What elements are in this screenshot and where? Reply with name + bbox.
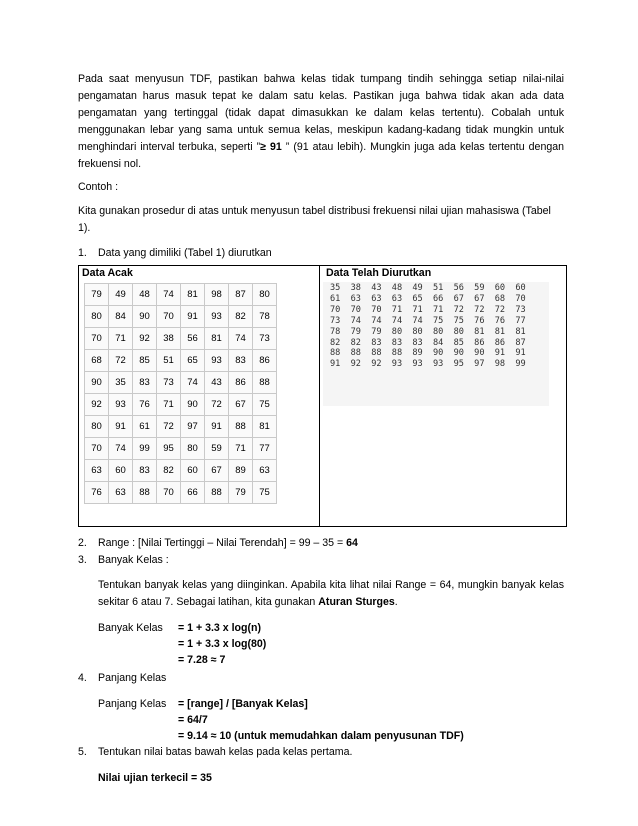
acak-cell: 83 [133, 372, 157, 394]
acak-cell: 72 [109, 350, 133, 372]
acak-cell: 48 [133, 284, 157, 306]
step-2-number: 2. [78, 537, 87, 549]
step-1-number: 1. [78, 247, 87, 259]
acak-cell: 70 [85, 328, 109, 350]
urut-cell: 81 [474, 326, 485, 337]
urut-cell: 90 [474, 348, 485, 359]
acak-cell: 75 [253, 394, 277, 416]
banyak-kelas-label: Banyak Kelas [98, 622, 163, 634]
urut-row [330, 283, 536, 294]
para1-text: Pada saat menyusun TDF, pastikan bahwa kelas tidak tumpang tindih sehingga setiap nilai-nilai pengamatan harus masuk tepat ke dalam satu kelas. Pastikan juga bahwa tidak akan ada data pengamatan yang tertinggal (tidak dapat dimasukkan ke dalam kelas tertentu). Cobalah untuk menggunakan lebar yang sama untuk semua kelas, meskipun kadang-kadang tidak mungkin untuk menghindari interval terbuka, seperti ” [78, 73, 564, 153]
acak-cell: 63 [253, 460, 277, 482]
urut-cell: 74 [350, 315, 361, 326]
urut-cell: 56 [453, 283, 464, 293]
acak-cell: 74 [157, 284, 181, 306]
acak-cell: 70 [85, 438, 109, 460]
acak-cell: 82 [157, 460, 181, 482]
urut-cell: 90 [453, 348, 464, 359]
urut-row [330, 348, 536, 359]
urut-cell: 86 [474, 337, 485, 348]
acak-cell: 83 [133, 460, 157, 482]
acak-cell: 74 [109, 438, 133, 460]
acak-cell: 93 [109, 394, 133, 416]
urut-cell: 48 [391, 283, 403, 293]
step-2-text [98, 535, 358, 552]
acak-cell: 76 [85, 482, 109, 504]
urut-cell: 68 [494, 293, 506, 304]
acak-row [85, 394, 277, 416]
urut-cell: 89 [412, 348, 423, 359]
urut-cell: 72 [494, 304, 506, 315]
data-acak-title: Data Acak [82, 267, 133, 279]
urut-cell: 74 [412, 315, 423, 326]
para1-bold: ≥ 91 [260, 141, 282, 153]
acak-cell: 74 [181, 372, 205, 394]
contoh-label: Contoh : [78, 181, 119, 193]
urut-cell: 88 [371, 348, 382, 359]
bk-line-1: = 1 + 3.3 x log(n) [178, 622, 262, 634]
urut-cell: 49 [412, 283, 423, 293]
min-value [98, 770, 564, 787]
acak-cell: 99 [133, 438, 157, 460]
acak-cell: 91 [205, 416, 229, 438]
acak-cell: 72 [157, 416, 181, 438]
acak-cell: 72 [205, 394, 229, 416]
urut-cell: 83 [412, 337, 423, 348]
banyak-kelas-formula [98, 620, 564, 668]
acak-cell: 90 [133, 306, 157, 328]
acak-cell: 80 [85, 416, 109, 438]
urut-cell: 66 [432, 293, 444, 304]
table-divider [319, 266, 320, 526]
acak-cell: 90 [85, 372, 109, 394]
acak-cell: 80 [85, 306, 109, 328]
urut-cell: 83 [391, 337, 403, 348]
document-page [78, 71, 564, 787]
data-tables-box [78, 265, 567, 527]
procedure-sentence: Kita gunakan prosedur di atas untuk menyusun tabel distribusi frekuensi nilai ujian mahasiswa (Tabel 1). [78, 205, 551, 234]
urut-cell: 78 [330, 326, 341, 337]
urut-cell: 70 [330, 304, 341, 315]
acak-cell: 79 [229, 482, 253, 504]
urut-cell: 72 [453, 304, 464, 315]
data-acak-table [84, 283, 277, 504]
urut-cell: 73 [330, 315, 341, 326]
step-4-text: Panjang Kelas [98, 672, 167, 684]
acak-cell: 70 [157, 306, 181, 328]
urut-cell: 60 [494, 283, 506, 293]
urut-cell: 90 [432, 348, 444, 359]
urut-cell: 79 [371, 326, 382, 337]
acak-cell: 61 [133, 416, 157, 438]
urut-cell: 88 [350, 348, 361, 359]
acak-cell: 35 [109, 372, 133, 394]
panjang-kelas-formula [98, 696, 564, 744]
sturges-rule: Aturan Sturges [318, 596, 395, 608]
acak-cell: 66 [181, 482, 205, 504]
urut-cell: 76 [494, 315, 506, 326]
acak-row [85, 284, 277, 306]
urut-cell: 93 [432, 359, 444, 370]
urut-cell: 98 [494, 359, 506, 370]
acak-cell: 95 [157, 438, 181, 460]
urut-cell: 65 [412, 293, 423, 304]
urut-cell: 93 [391, 359, 403, 370]
urut-cell: 72 [474, 304, 485, 315]
acak-cell: 51 [157, 350, 181, 372]
urut-cell: 86 [494, 337, 506, 348]
urut-cell: 97 [474, 359, 485, 370]
urut-cell: 75 [453, 315, 464, 326]
step-2 [78, 535, 564, 552]
acak-cell: 92 [85, 394, 109, 416]
urut-cell: 88 [391, 348, 403, 359]
acak-cell: 71 [229, 438, 253, 460]
acak-cell: 93 [205, 306, 229, 328]
step-3-text: Banyak Kelas : [98, 554, 169, 566]
urut-cell: 85 [453, 337, 464, 348]
acak-cell: 77 [253, 438, 277, 460]
acak-cell: 88 [253, 372, 277, 394]
urut-row [330, 316, 536, 327]
urut-cell: 60 [515, 283, 526, 293]
urut-cell: 81 [515, 326, 526, 337]
urut-cell: 73 [515, 304, 526, 315]
urut-cell: 63 [391, 293, 403, 304]
urut-cell: 67 [474, 293, 485, 304]
acak-cell: 76 [133, 394, 157, 416]
acak-row [85, 328, 277, 350]
acak-cell: 67 [205, 460, 229, 482]
acak-cell: 83 [229, 350, 253, 372]
urut-cell: 35 [330, 283, 341, 293]
urut-row [330, 305, 536, 316]
acak-cell: 80 [253, 284, 277, 306]
acak-row [85, 306, 277, 328]
urut-row [330, 359, 536, 370]
step-3-number: 3. [78, 554, 87, 566]
acak-cell: 81 [181, 284, 205, 306]
acak-cell: 65 [181, 350, 205, 372]
step-4 [78, 670, 564, 687]
urut-cell: 70 [350, 304, 361, 315]
para1-end: ” (91 atau lebih). Mungkin juga ada kelas tertentu dengan frekuensi nol. [78, 141, 565, 170]
urut-cell: 81 [494, 326, 506, 337]
step-1 [78, 245, 564, 262]
step-3-paragraph [98, 577, 564, 611]
step-3-para-text: Tentukan banyak kelas yang diinginkan. Apabila kita lihat nilai Range = 64, mungkin banyak kelas sekitar 6 atau 7. Sebagai latihan, kita gunakan [98, 579, 564, 608]
acak-cell: 87 [229, 284, 253, 306]
acak-row [85, 372, 277, 394]
acak-cell: 88 [133, 482, 157, 504]
urut-cell: 92 [350, 359, 361, 370]
urut-cell: 83 [371, 337, 382, 348]
acak-cell: 86 [229, 372, 253, 394]
urut-cell: 84 [432, 337, 444, 348]
urut-cell: 79 [350, 326, 361, 337]
acak-cell: 67 [229, 394, 253, 416]
urut-row [330, 294, 536, 305]
acak-row [85, 482, 277, 504]
step-1-text: Data yang dimiliki (Tabel 1) diurutkan [98, 247, 272, 259]
urut-cell: 70 [515, 293, 526, 304]
acak-cell: 75 [253, 482, 277, 504]
urut-cell: 59 [474, 283, 485, 293]
urut-cell: 82 [350, 337, 361, 348]
acak-cell: 93 [205, 350, 229, 372]
urut-cell: 92 [371, 359, 382, 370]
urut-cell: 80 [391, 326, 403, 337]
urut-cell: 91 [494, 348, 506, 359]
acak-cell: 89 [229, 460, 253, 482]
step-5-text: Tentukan nilai batas bawah kelas pada kelas pertama. [98, 746, 353, 758]
step-5-number: 5. [78, 746, 87, 758]
urut-cell: 82 [330, 337, 341, 348]
acak-cell: 56 [181, 328, 205, 350]
acak-cell: 88 [229, 416, 253, 438]
acak-cell: 86 [253, 350, 277, 372]
acak-cell: 98 [205, 284, 229, 306]
urut-cell: 71 [412, 304, 423, 315]
urut-cell: 71 [391, 304, 403, 315]
min-value-text: Nilai ujian terkecil = 35 [98, 772, 212, 784]
acak-cell: 82 [229, 306, 253, 328]
acak-cell: 43 [205, 372, 229, 394]
acak-row [85, 350, 277, 372]
urut-cell: 71 [432, 304, 444, 315]
urut-cell: 80 [453, 326, 464, 337]
urut-row [330, 327, 536, 338]
urut-cell: 51 [432, 283, 444, 293]
step-5 [78, 744, 564, 761]
urut-cell: 63 [350, 293, 361, 304]
range-value: 64 [346, 537, 358, 549]
panjang-kelas-label: Panjang Kelas [98, 698, 167, 710]
acak-cell: 74 [229, 328, 253, 350]
bk-line-3: = 7.28 ≈ 7 [178, 654, 226, 666]
urut-cell: 74 [371, 315, 382, 326]
data-urut-panel [323, 282, 549, 406]
urut-cell: 43 [371, 283, 382, 293]
acak-cell: 59 [205, 438, 229, 460]
acak-row [85, 416, 277, 438]
urut-row [330, 338, 536, 349]
data-urut-title: Data Telah Diurutkan [326, 267, 432, 279]
acak-cell: 70 [157, 482, 181, 504]
urut-cell: 95 [453, 359, 464, 370]
urut-cell: 99 [515, 359, 526, 370]
acak-cell: 60 [109, 460, 133, 482]
acak-cell: 60 [181, 460, 205, 482]
step-2-label: Range : [Nilai Tertinggi – Nilai Terendah] = 99 – 35 = [98, 537, 347, 549]
acak-cell: 91 [181, 306, 205, 328]
urut-cell: 93 [412, 359, 423, 370]
acak-cell: 90 [181, 394, 205, 416]
urut-cell: 88 [330, 348, 341, 359]
pk-line-3: = 9.14 ≈ 10 (untuk memudahkan dalam penyusunan TDF) [178, 730, 464, 742]
acak-cell: 49 [109, 284, 133, 306]
acak-cell: 79 [85, 284, 109, 306]
acak-cell: 73 [157, 372, 181, 394]
urut-cell: 63 [371, 293, 382, 304]
acak-cell: 81 [205, 328, 229, 350]
urut-cell: 87 [515, 337, 526, 348]
data-urut-table [330, 283, 536, 370]
acak-cell: 63 [109, 482, 133, 504]
acak-cell: 84 [109, 306, 133, 328]
acak-cell: 81 [253, 416, 277, 438]
step-3-para-end: . [394, 596, 398, 608]
pk-line-1: = [range] / [Banyak Kelas] [178, 698, 308, 710]
urut-cell: 91 [515, 348, 526, 359]
acak-cell: 73 [253, 328, 277, 350]
acak-cell: 97 [181, 416, 205, 438]
urut-cell: 80 [432, 326, 444, 337]
acak-row [85, 460, 277, 482]
urut-cell: 74 [391, 315, 403, 326]
urut-cell: 77 [515, 315, 526, 326]
urut-cell: 80 [412, 326, 423, 337]
urut-cell: 70 [371, 304, 382, 315]
urut-cell: 76 [474, 315, 485, 326]
acak-cell: 68 [85, 350, 109, 372]
pk-line-2: = 64/7 [178, 714, 208, 726]
step-4-number: 4. [78, 672, 87, 684]
acak-cell: 80 [181, 438, 205, 460]
acak-cell: 88 [205, 482, 229, 504]
urut-cell: 61 [330, 293, 341, 304]
urut-cell: 67 [453, 293, 464, 304]
urut-cell: 75 [432, 315, 444, 326]
acak-cell: 92 [133, 328, 157, 350]
acak-cell: 63 [85, 460, 109, 482]
step-3 [78, 552, 564, 569]
urut-cell: 38 [350, 283, 361, 293]
acak-cell: 85 [133, 350, 157, 372]
acak-cell: 71 [109, 328, 133, 350]
acak-cell: 38 [157, 328, 181, 350]
bk-line-2: = 1 + 3.3 x log(80) [178, 638, 267, 650]
urut-cell: 91 [330, 359, 341, 370]
acak-cell: 78 [253, 306, 277, 328]
acak-cell: 71 [157, 394, 181, 416]
acak-cell: 91 [109, 416, 133, 438]
acak-row [85, 438, 277, 460]
intro-paragraph [78, 71, 564, 173]
